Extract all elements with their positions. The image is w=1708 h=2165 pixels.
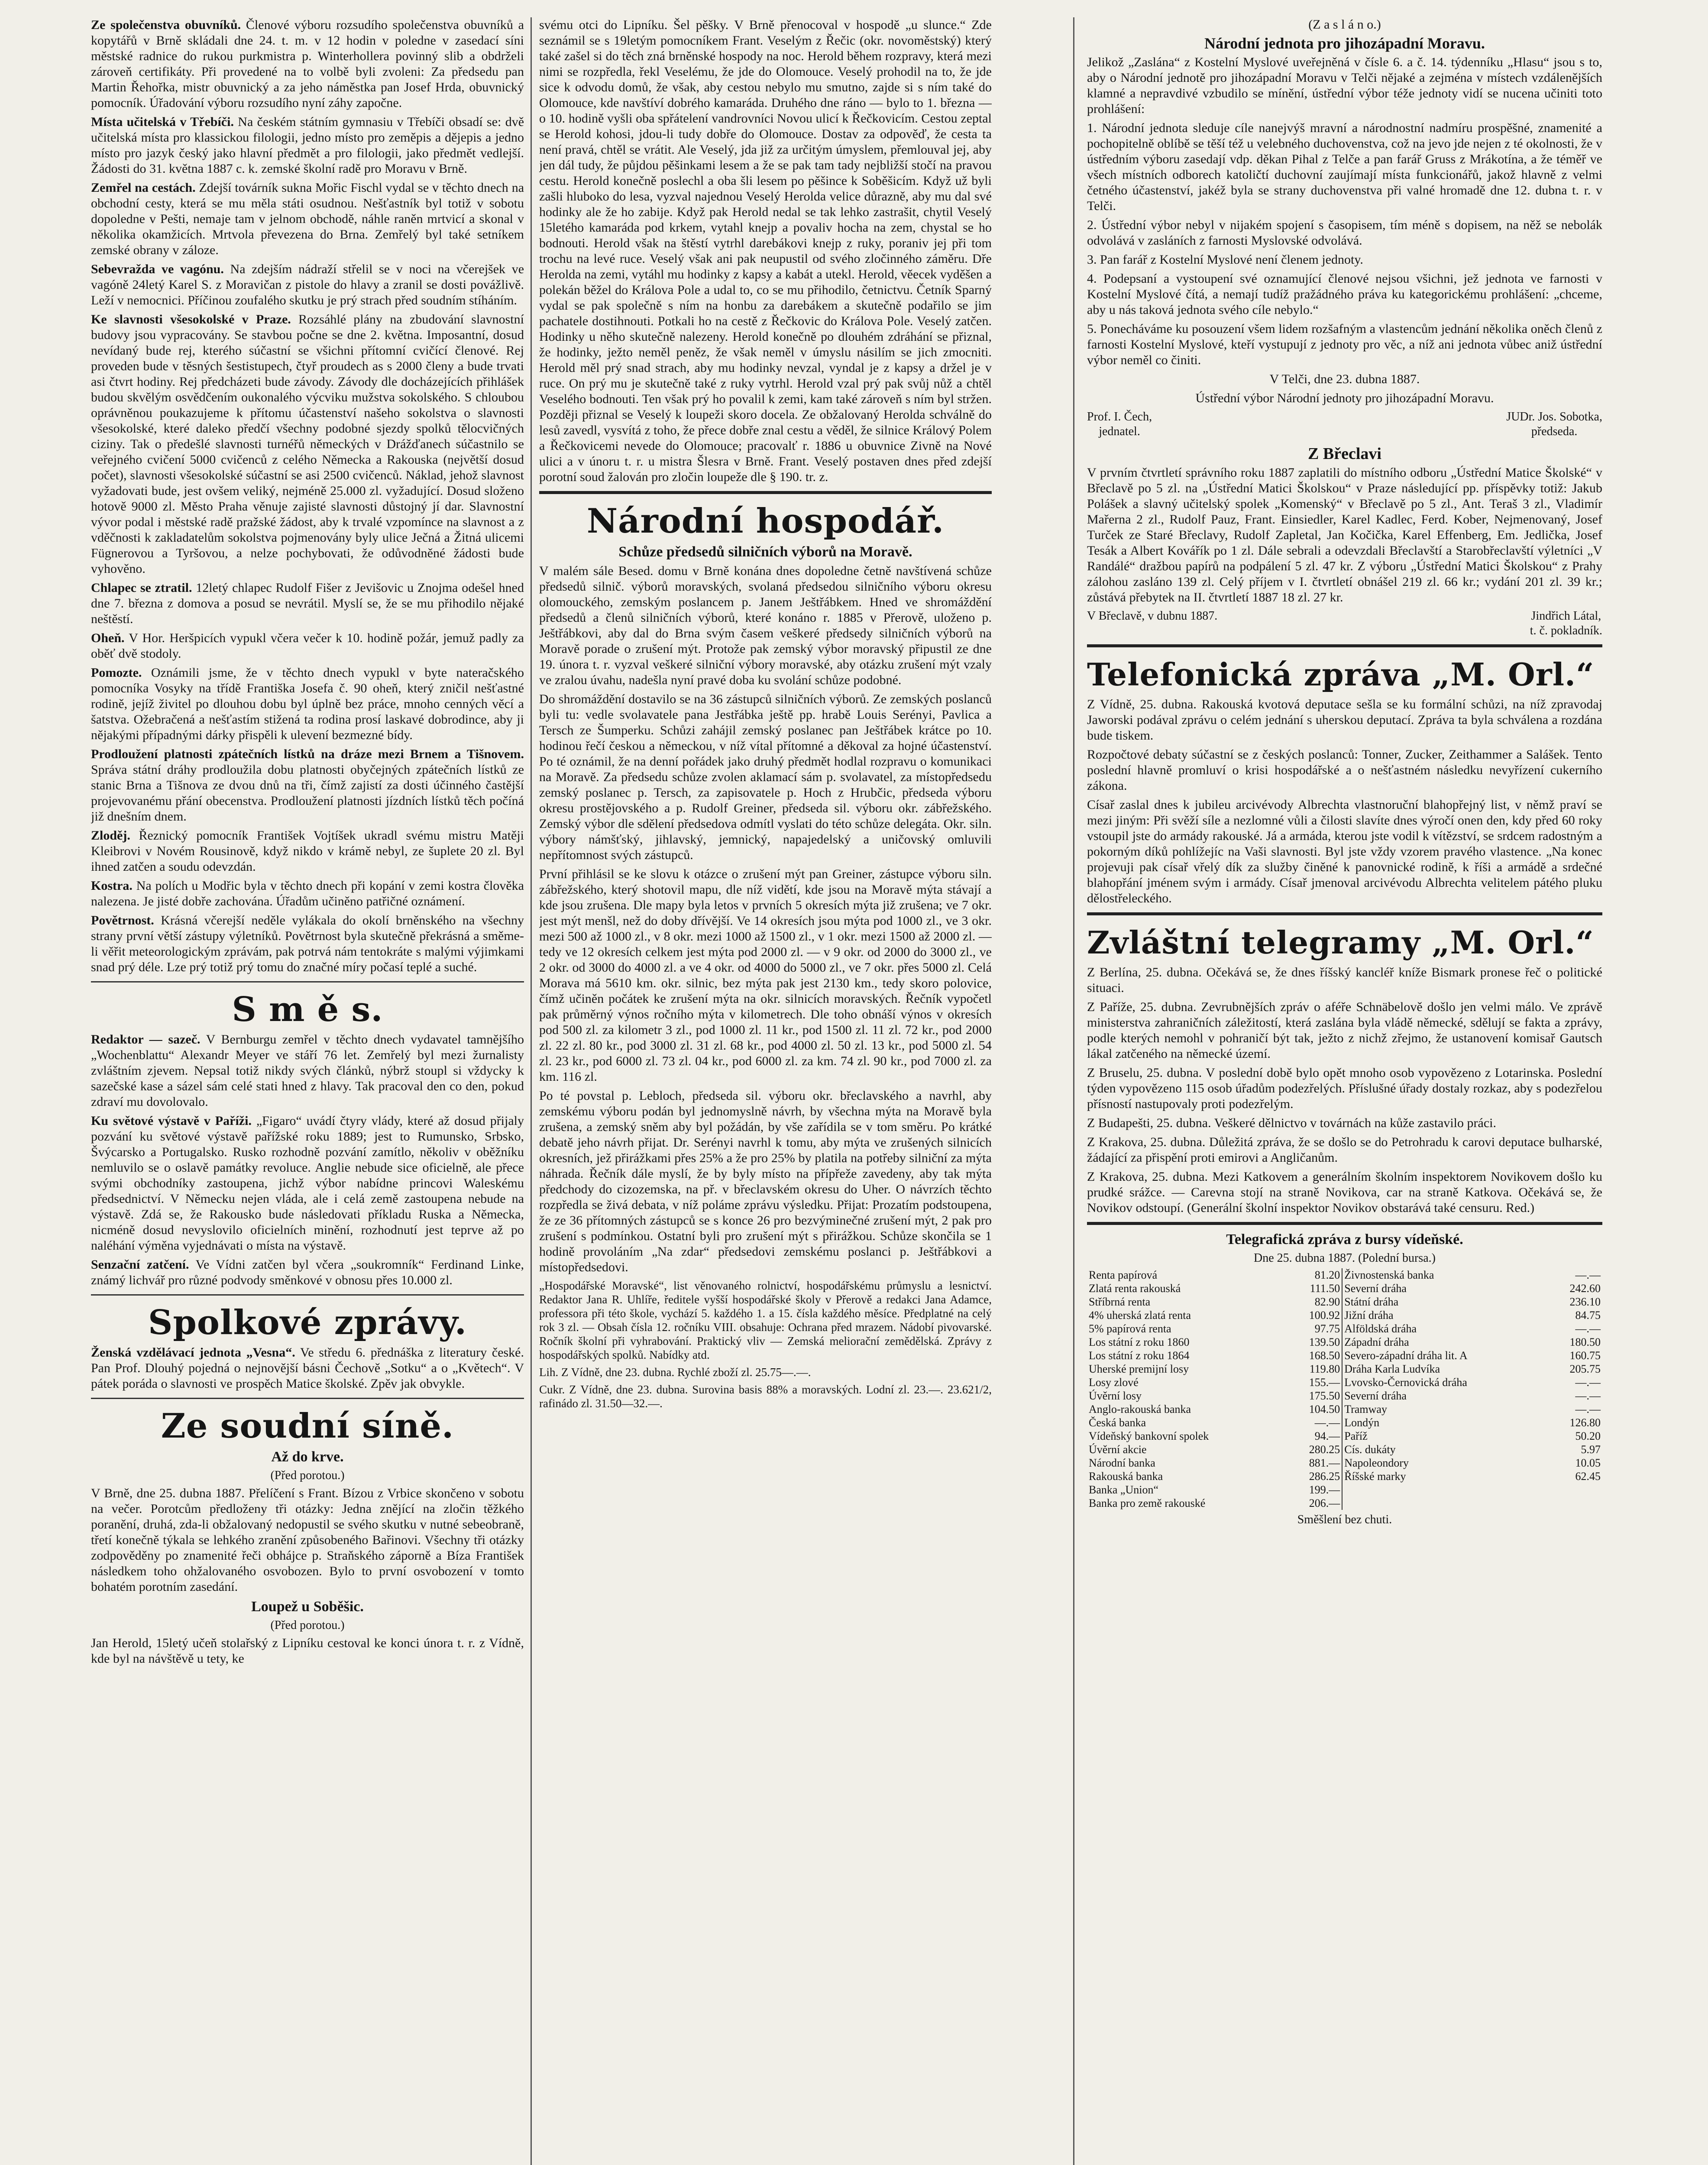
- jednota-signature: Ústřední výbor Národní jednoty pro jihozápadní Moravu.: [1195, 391, 1494, 405]
- divider: [91, 981, 524, 982]
- bursa-name: Banka pro země rakouské: [1089, 1497, 1206, 1509]
- article-text: Ve Vídni zatčen byl včera „soukromník“ Ferdinand Linke, známý lichvář pro různé podvody směnkové v obnosu přes 10.000 zl.: [91, 1257, 524, 1287]
- article-text: Krásná včerejší neděle vylákala do okolí brněnského na všechny strany první větší zástupy výletníků. Povětrnost byla skutečně překrásná a směme-li věřit meteorologickým zprávám, pak potrvá nám tentokráte s malými výjimkami snad prý déle. Lze prý totiž prý tomu do značné míry počasí teplé a suché.: [91, 913, 524, 974]
- subheading-note: (Před porotou.): [270, 1469, 345, 1482]
- bursa-value: —.—: [1575, 1269, 1601, 1281]
- article-prodlouzeni: [91, 746, 524, 824]
- article-title: Místa učitelská v Třebíči.: [91, 115, 234, 129]
- article-loupez-continued: svému otci do Lipníku. Šel pěšky. V Brně přenocoval v hospodě „u slunce.“ Zde seznámil se s 19letým pomocníkem Frant. Veselým z Řečic (okr. novoměstský) který také zašel si do těch zná brněnské hospody na noc. Herold během rozpravy, která mezi nimi se rozpředla, řekl Veselému, že jde do Olomouce. Veselý prohodil na to, že jde sice k odvodu domů, že však, aby cestou nebylo mu smutno, zajde si s ním také do Olomouce, kde navštíví dobrého kamaráda. Druhého dne ráno — bylo to 1. března — o 10. hodině vyšli oba spřátelení vandrovníci Novou ulicí k Řečkovicím. Cestou zeptal se Herold kohosi, jdou-li tudy dobře do Olomouce. Dostav za odpověď, že cesta ta není pravá, chtěl se vrátit. Ale Veselý, jda již za určitým úmyslem, přemlouval jej, aby jen dál tudy, že půjdou pěšinkami lesem a že se pak tam tady nejbližší stočí na pravou cestu. Herold konečně poslechl a oba šli lesem po pěšince k Soběšicím. Když už byli zašli hluboko do lesa, vyzval najednou Veselý Herolda velice důrazně, aby mu dal své hodinky ale že ho zabije. Když pak Herold nedal se tak lehko zastrašit, chytil Veselý 15letého kamaráda pod krkem, vytahl knejp a povaliv hocha na zem, chystal se ho bodnouti. Herold však na štěstí vytrhl darebákovi knejp z ruky, poraniv jej při tom trochu na levé ruce. Veselý však ani pak neupustil od svého zločinného záměru. Dře Herolda na zemi, vytáhl mu hodinky z kapsy a kabát a utekl. Herold, věecek vyděšen a polekán běžel do Králova Pole a udal to, co se mu přihodilo, četnictvu. Četník Sparný vydal se pak společně s ním na honbu za darebákem a skutečně podařilo se jim pachatele dostihnouti. Potkali ho na cestě z Řečkovic do Králova Pole. Veselý zatčen. Hodinky u něho skutečně nalezeny. Herold konečně po dlouhém zdráhání se přiznal, že hodinky, ježto neměl peněz, že však neměl v úmyslu násilím se jich zmocniti. Herold měl prý snad strach, aby mu hodinky nevzal, vyndal je z kapsy a držel je v ruce. On prý mu je skutečně také z ruky vytrhl. Herold vzal prý pak svůj nůž a chtěl Veselého bodnouti. Ten však prý ho povalil k zemi, kam také zároveň s ním byl stržen. Později přiznal se Veselý k loupeži skoro docela. Ze obžalovaný Herolda schválně do lesů zavedl, vysvítá z toho, že přece dobře znal cestu a věděl, že silnice Králový Polem a Řečkovicemi nevede do Olomouce; pracovalť r. 1886 u obuvnice Zivně na Nové ulici a v únoru t. r. u mistra Šlesra v Brně. Frant. Veselý postaven dnes před zdejší porotní soud žalován pro zločin loupeže dle § 190. tr. z.: [539, 18, 992, 484]
- section-heading-breclav: Z Břeclavi: [1308, 445, 1381, 463]
- divider: [1087, 912, 1602, 915]
- article-cestach: [91, 180, 524, 258]
- bursa-name: Státní dráha: [1344, 1296, 1399, 1308]
- bursa-name: Stříbrná renta: [1089, 1296, 1151, 1308]
- market-line: Cukr. Z Vídně, dne 23. dubna. Surovina basis 88% a moravských. Lodní zl. 23.—. 23.621/2, rafinádo zl. 31.50—32.—.: [539, 1383, 992, 1410]
- bursa-table: [1087, 1268, 1602, 1510]
- bursa-row: [1087, 1389, 1602, 1402]
- bursa-name: Los státní z roku 1864: [1089, 1349, 1190, 1362]
- bursa-name: Los státní z roku 1860: [1089, 1336, 1190, 1348]
- subheading-note: (Před porotou.): [270, 1619, 345, 1632]
- divider: [91, 1398, 524, 1399]
- article-title: Zloděj.: [91, 828, 130, 843]
- article-chlapec: [91, 580, 524, 627]
- subheading-schuze: Schůze předsedů silničních výborů na Moravě.: [618, 544, 912, 560]
- bursa-value: 180.50: [1569, 1336, 1601, 1348]
- bursa-name: Losy zlové: [1089, 1376, 1139, 1389]
- article-jednota-text: Jelikož „Zaslána“ z Kostelní Myslové uveřejněná v čísle 6. a č. 14. týdenníku „Hlasu“ jsou s to, aby o Národní jednotě pro jihozápadní Moravu v Telči nějaké a zejména v místech vzdálenějších klamné a nepravdivé vzbudilo se mínění, ústřední výbor téže jednoty vidí se nucena učiniti toto prohlášení:: [1087, 55, 1602, 116]
- article-text: 12letý chlapec Rudolf Fišer z Jevišovic u Znojma odešel hned dne 7. března z domova a posud se nevrátil. Myslí se, že se mu přihodilo nějaké neštěstí.: [91, 581, 524, 626]
- article-povetrnost: [91, 913, 524, 975]
- bursa-value: 100.92: [1286, 1309, 1342, 1322]
- bursa-row: [1087, 1443, 1602, 1456]
- article-title: Povětrnost.: [91, 913, 154, 927]
- bursa-name: Napoleondory: [1344, 1457, 1409, 1469]
- section-heading-bursa: Telegrafická zpráva z bursy vídeňské.: [1226, 1231, 1463, 1247]
- bursa-row: [1087, 1295, 1602, 1309]
- bursa-value: —.—: [1575, 1322, 1601, 1335]
- breclav-date: V Břeclavě, v dubnu 1887.: [1087, 609, 1218, 623]
- bursa-name: Anglo-rakouská banka: [1089, 1403, 1191, 1415]
- article-telef-text: Císař zaslal dnes k jubileu arcivévody Albrechta vlastnoruční blahopřejný list, v němž praví se mezi jiným: Při svěží síle a nezlomné vůli a čilosti slavíte dnes výročí onen den, kdy před 60 roky vstoupil jste do armády rakouské. Já a armáda, kterou jste vodil k vítězství, se srdcem radostným a pokorným díků pohlížejíc na Vaši slavnosti. Byl jste vždy vzorem pravého vlastence. „Na konec projevuji pak císař vřelý dík za služby činěné k panovnické rodině, k říši a armádě a srdečné blahopřání jménem svým i armády. Císař jmenoval arcivévodu Albrechta velitelem pátého pluku dělostřeleckého.: [1087, 798, 1602, 905]
- bursa-value: 206.—: [1286, 1496, 1342, 1510]
- bursa-value: 82.90: [1286, 1295, 1342, 1309]
- article-title: Ku světové výstavě v Paříži.: [91, 1114, 252, 1128]
- bursa-row: [1087, 1496, 1602, 1510]
- subheading-krve: Až do krve.: [271, 1449, 344, 1465]
- column-1: [91, 17, 524, 2165]
- article-ohen: [91, 630, 524, 662]
- bursa-value: 205.75: [1569, 1363, 1601, 1375]
- bursa-value: 236.10: [1569, 1296, 1601, 1308]
- article-senzacni: [91, 1257, 524, 1288]
- article-telegram: Z Budapešti, 25. dubna. Veškeré dělnictvo v továrnách na kůže zastavilo práci.: [1087, 1116, 1496, 1130]
- bursa-name: Úvěrní losy: [1089, 1389, 1142, 1402]
- article-breclav-text: V prvním čtvrtletí správního roku 1887 zaplatili do místního odboru „Ústřední Matice Školské“ v Břeclavě po 5 zl. na „Ústřední Matici Školskou“ v Praze následující pp. příspěvky totiž: Jakub Polášek a slavný učitelský spolek „Komenský“ v Břeclavě po 5 zl., Ant. Teraš 3 zl., Vladimír Mařerna 2 zl., Rudolf Pauz, Frant. Einsiedler, Karel Kadlec, Ferd. Kober, Nejmenovaný, Josef Turček ze Staré Břeclavy, Rudolf Zapletal, Jan Kočička, Karel Effenberg, Em. Jedlička, Josef Tesák a Albert Kovářík po 1 zl. Dále sebrali a odevzdali Břeclavští a Starobřeclavští výletníci „V Randálé“ dražbou papírů na podpálení 5 zl. 47 kr. Z výboru „Ústřední Matici Školskou“ z Prahy zálohou zasláno 139 zl. Celý příjem v I. čtvrtletí obnášel 219 zl. 66 kr.; vydání 201 zl. 39 kr.; zůstává přebytek na II. čtvrtletí 1887 18 zl. 27 kr.: [1087, 465, 1602, 604]
- article-title: Kostra.: [91, 879, 133, 893]
- section-heading-soudni: Ze soudní síně.: [161, 1406, 454, 1446]
- jednota-date: V Telči, dne 23. dubna 1887.: [1269, 372, 1420, 386]
- bursa-name: Živnostenská banka: [1344, 1269, 1434, 1281]
- bursa-row: [1087, 1402, 1602, 1416]
- market-line: Lih. Z Vídně, dne 23. dubna. Rychlé zboží zl. 25.75—.—.: [539, 1366, 811, 1379]
- article-jednota-point: 5. Ponecháváme ku posouzení všem lidem rozšafným a vlastencům jednání několika oněch členů z farnosti Kostelní Myslové, kteří vystupují z jednoty pro věc, a níž ani jednota vůbec aniž ústřední výbor neměl co činiti.: [1087, 322, 1602, 367]
- bursa-value: 10.05: [1575, 1457, 1601, 1469]
- bursa-row: [1087, 1268, 1602, 1282]
- article-text: Ve středu 6. přednáška z literatury české. Pan Prof. Dlouhý pojedná o nejnovější básni Čechově „Sotku“ a o „Květech“. V pátek poráda o slavnosti ve prospěch Matice školské. Zpěv jak obvykle.: [91, 1345, 524, 1391]
- bursa-row: [1087, 1416, 1602, 1429]
- bursa-row: [1087, 1282, 1602, 1295]
- article-kostra: [91, 878, 524, 909]
- article-text: Na českém státním gymnasiu v Třebíči obsadí se: dvě učitelská místa pro klassickou filologii, jedno místo pro zeměpis a dějepis a jedno místo pro jazyk český jako hlavní předmět a pro filologii, jako předmět vedlejší. Žádosti do 31. května 1887 c. k. zemské školní radě pro Moravu v Brně.: [91, 115, 524, 176]
- article-pomozte: [91, 665, 524, 743]
- signature-name: Jindřich Látal,: [1531, 609, 1601, 623]
- article-title: Ženská vzdělávací jednota „Vesna“.: [91, 1345, 295, 1360]
- article-text: Správa státní dráhy prodloužila dobu platnosti obyčejných zpátečních lístků ze stanic Brna a Tišnova ze dvou dnů na tři, čímž zajistí za dosti účinného častější projevovanému přání obecenstva. Prodloužení platnosti jízdních lístků těch počíná již dnešním dnem.: [91, 763, 524, 824]
- bursa-row: [1087, 1483, 1602, 1496]
- article-title: Zemřel na cestách.: [91, 181, 196, 195]
- bursa-name: Londýn: [1344, 1416, 1380, 1429]
- article-title: Prodloužení platnosti zpátečních lístků na dráze mezi Brnem a Tišnovem.: [91, 747, 524, 761]
- bursa-row: [1087, 1456, 1602, 1470]
- bursa-name: Lvovsko-Černovická dráha: [1344, 1376, 1467, 1389]
- article-text: „Figaro“ uvádí čtyry vlády, které až dosud přijaly pozvání ku světové výstavě pařížské roku 1889; jest to Rumunsko, Srbsko, Švýcarsko a Portugalsko. Rusko rozhodně pozvání zamítlo, několiv v oběžníku nemluvilo se o oslavě památky revoluce. Anglie nebude sice oficielně, ale přece svými obchodníky zastoupena, jichž výbor nabídne princovi Waleskému předsednictví. V Německu nejen vláda, ale i celá země zastoupena nebude na výstavě. Zdá se, že Rakousko bude následovati příkladu Ruska a Německa, nicméně dosud nevyslovilo oficielních minění, rozhodnutí jest teprve až po naléhání výměna vyjednávati o místa na výstavě.: [91, 1114, 524, 1253]
- article-text: Na zdejším nádraží střelil se v noci na včerejšek ve vagóně 24letý Karel S. z Moravičan z pistole do hlavy a zranil se dosti povážlivě. Leží v nemocnici. Příčinou zoufalého skutku je prý strach před soudním stíháním.: [91, 262, 524, 307]
- divider: [539, 491, 992, 494]
- bursa-value: 50.20: [1575, 1430, 1601, 1442]
- article-title: Ze společenstva obuvníků.: [91, 18, 241, 32]
- signature-right: [1506, 410, 1602, 439]
- subheading-loupez: Loupež u Soběšic.: [251, 1599, 364, 1615]
- bursa-name: Severo-západní dráha lit. A: [1344, 1349, 1468, 1362]
- breclav-sign-block: [1087, 609, 1602, 638]
- article-title: Sebevražda ve vagónu.: [91, 262, 224, 276]
- column-rule: [531, 17, 532, 2165]
- bursa-value: 881.—: [1286, 1456, 1342, 1470]
- article-title: Oheň.: [91, 631, 125, 645]
- section-heading-smes: S m ě s.: [232, 990, 383, 1029]
- article-telegram: Z Krakova, 25. dubna. Důležitá zpráva, že se došlo se do Petrohradu k carovi deputace bulharské, žádající za přispění proti emirovi a Angličanům.: [1087, 1135, 1602, 1165]
- article-loupez-text: Jan Herold, 15letý učeň stolařský z Lipníku cestoval ke konci února t. r. z Vídně, kde byl na návštěvě u tety, ke: [91, 1636, 524, 1666]
- column-rule: [1073, 17, 1074, 2165]
- bursa-value: 155.—: [1286, 1376, 1342, 1389]
- section-heading-zvlastni: Zvláštní telegramy „M. Orl.“: [1087, 924, 1594, 961]
- bursa-name: Renta papírová: [1089, 1269, 1158, 1281]
- zaslano-label: (Z a s l á n o.): [1308, 17, 1381, 32]
- bursa-value: 175.50: [1286, 1389, 1342, 1402]
- article-telegram: Z Paříže, 25. dubna. Zevrubnějších zpráv o aféře Schnäbelově došlo jen velmi málo. Ve zprávě ministerstva zahraničních záležitostí, která zaslána byla vládě německé, sdělují se fakta a zprávy, podle kterých nemohl v pohraničí být tak, ježto z nichž zřejmo, že ustanovení komisař Gautsch lákal zatčeného na německé území.: [1087, 1000, 1602, 1061]
- signature-block: [1087, 410, 1602, 439]
- signature-role: t. č. pokladník.: [1530, 624, 1602, 637]
- bursa-value: —.—: [1575, 1389, 1601, 1402]
- divider: [1087, 1222, 1602, 1225]
- article-title: Chlapec se ztratil.: [91, 581, 192, 595]
- signature-name: JUDr. Jos. Sobotka,: [1506, 410, 1602, 423]
- article-jednota-point: 2. Ústřední výbor nebyl v nijakém spojení s časopisem, tím méně s dopisem, na něž se nebolák odvolává v zasláních z farnosti Myslovské odvolává.: [1087, 218, 1602, 248]
- article-zlodej: [91, 828, 524, 875]
- bursa-value: 104.50: [1286, 1402, 1342, 1416]
- article-hosp-text: Do shromáždění dostavilo se na 36 zástupců silničních výborů. Ze zemských poslanců byli tu: vedle svolavatele pana Jestřábka ještě pp. hrabě Louis Serényi, Pavlica a Tersch ze Šumperku. Schůzi zahájil zemský poslanec pan Ještřábek krátce po 10. hodinou řečí českou a německou, v níž vítal přítomné a děkoval za hojné účastenství. Po té oznámil, že na denní pořádek jako druhý předmět hodlal rozpravu o komunikaci na Moravě. Za předsedu schůze zvolen aklamací sám p. svolavatel, za místopředsedu zemský poslanec p. Tersch, za zapisovatele p. Hoch z Hrubčic, předseda výboru okresu prostějovského a p. Rudolf Greiner, předseda sil. výboru okr. zábřežského. Zemský výbor dle sdělení předsedova odmítl vyslati do této schůze delegáta. Okr. siln. výbory námšťský, jihlavský, jemnický, napajedelský a uničovský omluvili nepřítomnost svých zástupců.: [539, 692, 992, 862]
- bursa-value: —.—: [1575, 1376, 1601, 1389]
- article-text: V Hor. Heršpicích vypukl včera večer k 10. hodině požár, jemuž padly za oběť dvě stodoly.: [91, 631, 524, 661]
- bursa-value: —.—: [1575, 1403, 1601, 1415]
- article-text: Na polích u Modřic byla v těchto dnech při kopání v zemi kostra člověka nalezena. Je jisté dobře zachována. Úřadům učiněno patřičné oznámení.: [91, 879, 524, 908]
- article-jednota-point: 4. Podepsaní a vystoupení své oznamující členové nejsou všichni, jež jednota ve farnosti v Kostelní Myslové čítá, a nemají tudíž pražádného práva ku kategorickému prohlášení: „chceme, aby u nás taková jednota svého cíle nebylo.“: [1087, 271, 1602, 317]
- article-title: Redaktor — sazeč.: [91, 1032, 201, 1047]
- bursa-value: 119.80: [1286, 1362, 1342, 1376]
- divider: [1087, 644, 1602, 647]
- article-text: Řeznický pomocník František Vojtíšek ukradl svému mistru Matěji Kleibrovi v Novém Rousinově, když nikdo v krámě nebyl, ze šuplete 20 zl. Byl ihned zatčen a soudu odevzdán.: [91, 828, 524, 874]
- bursa-footer: Směšlení bez chuti.: [1297, 1513, 1392, 1526]
- signature-left: [1087, 410, 1152, 439]
- bursa-name: Banka „Union“: [1089, 1483, 1159, 1496]
- bursa-value: 5.97: [1581, 1443, 1601, 1456]
- bursa-name: 4% uherská zlatá renta: [1089, 1309, 1191, 1322]
- article-telef-text: Z Vídně, 25. dubna. Rakouská kvotová deputace sešla se ku formální schůzi, na níž zpravodaj Jaworski podával zprávu o celém jednání s uherskou deputací. Zpráva ta byla schválena a rozdána bude tiskem.: [1087, 697, 1602, 743]
- article-text: V Bernburgu zemřel v těchto dnech vydavatel tamnějšího „Wochenblattu“ Alexandr Meyer ve stáří 76 let. Zemřelý byl mezi žurnalisty zvláštním zjevem. Nepsal totiž nikdy svých článků, nýbrž stoupl si vždycky k sazečské kase a sázel sám celé stati hned z hlavy. Tak pracoval den co den, pokud zdraví mu dovolovalo.: [91, 1032, 524, 1109]
- bursa-name: Rakouská banka: [1089, 1470, 1163, 1483]
- divider: [91, 1294, 524, 1296]
- article-vesna: [91, 1345, 524, 1392]
- bursa-name: Jižní dráha: [1344, 1309, 1394, 1322]
- bursa-value: 81.20: [1286, 1268, 1342, 1282]
- bursa-name: Paříž: [1344, 1430, 1368, 1442]
- article-telef-text: Rozpočtové debaty súčastní se z českých poslanců: Tonner, Zucker, Zeithammer a Salášek. Tento poslední hlavně promluví o krisi hospodářské a o nešťastném následku nevyřízení cukerního zákona.: [1087, 747, 1602, 793]
- bursa-name: Zlatá renta rakouská: [1089, 1282, 1181, 1295]
- article-krve-text: V Brně, dne 25. dubna 1887. Přelíčení s Frant. Bízou z Vrbice skončeno v sobotu na večer. Porotcům předloženy tři otázky: Jedna znějící na zločin těžkého poranění, druhá, zda-li obžalovaný nedopustil se svého skutku v nutné sebeobraně, třetí konečně týkala se lehkého zranění způsobeného Bařinovi. Všechny tři otázky zodpověděny po znamenité řeči obhájce p. Straňského záporně a Bíza František následkem toho ohžalovaného osvobozen. Bylo to první osvobození v tomto bohatém porotním zasedání.: [91, 1486, 524, 1594]
- signature-name: Prof. I. Čech,: [1087, 410, 1152, 423]
- bursa-value: 242.60: [1569, 1282, 1601, 1295]
- bursa-name: Říšské marky: [1344, 1470, 1406, 1483]
- article-hosp-text: V malém sále Besed. domu v Brně konána dnes dopoledne četně navštívená schůze předsedů silnič. výborů moravských, svolaná předsedou silničního výboru okresu olomouckého, zemským poslancem p. Janem Ještřábkem. Hned ve shromáždění předsedů a členů silničních výborů, které konáno r. 1885 v Přerově, uloženo p. Ještřábkovi, aby dal do Brna svým časem veškeré předsedy silničních výborů na Moravě porade o zrušení mýt. Protože pak zemský výbor moravský připustil ze dne 19. února t. r. vyzval veškeré silniční výbory moravské, aby otázku zrušení mýt vzaly ve zralou úvahu, nadešla nyní pravé doba ku svolání schůze podobné.: [539, 564, 992, 687]
- signature-role: předseda.: [1531, 425, 1578, 438]
- article-sebevrazda: [91, 262, 524, 308]
- bursa-value: 280.25: [1286, 1443, 1342, 1456]
- bursa-value: [1547, 1483, 1602, 1496]
- bursa-value: 62.45: [1575, 1470, 1601, 1483]
- bursa-value: 84.75: [1575, 1309, 1601, 1322]
- article-hosp-text: „Hospodářské Moravské“, list věnovaného rolnictví, hospodářskému průmyslu a lesnictví. Redaktor Jana R. Uhlíře, ředitele vyšší hospodářské školy v Přerově a redakci Jana Adamce, professora při této škole, vychází 5. každého 1. a 15. čísla každého měsíce. Předplatné na celý rok 3 zl. — Obsah čísla 12. ročníku VIII. obsahuje: Ochrana před mrazem. Nádobí pivovarské. Ročník školní při vyhrabování. Praktický vliv — Zemská meliorační zemědělská. Zprávy z hospodářských spolků. Nabídky atd.: [539, 1279, 992, 1361]
- column-2: [539, 17, 992, 2165]
- bursa-name: Severní dráha: [1344, 1389, 1407, 1402]
- bursa-value: 97.75: [1286, 1322, 1342, 1335]
- article-title: Ke slavnosti všesokolské v Praze.: [91, 312, 291, 326]
- article-jednota-point: 1. Národní jednota sleduje cíle nanejvýš mravní a národnostní nadmíru prospěšné, znamenité a pochopitelně oblíbě se těší též u velebného duchovenstva, což na jevo jde nejen z té okolnosti, že v ústředním výboru zasedají vdp. děkan Pihal z Telče a pan farář Gruss z Mrákotína, a že téměř ve všech místních odborech katoličtí duchovní zaujímají místa funkcionářů, jakož hlavně z velmi četného účastenství, jakéž byla se strany duchovenstva při valné hromadě dne 12. dubna t. r. v Telči.: [1087, 121, 1602, 213]
- bursa-row: [1087, 1335, 1602, 1349]
- bursa-name: Severní dráha: [1344, 1282, 1407, 1295]
- bursa-name: [1342, 1496, 1547, 1510]
- article-title: Pomozte.: [91, 666, 142, 680]
- bursa-value: [1547, 1496, 1602, 1510]
- bursa-row: [1087, 1376, 1602, 1389]
- bursa-name: 5% papírová renta: [1089, 1322, 1171, 1335]
- article-text: Oznámili jsme, že v těchto dnech vypukl v byte nateračského pomocníka Vosyky na třídě Františka Josefa č. 90 oheň, který zničil nešťastné rodině, jejíž živitel po dlouhou dobu byl úplně bez práce, mnoho cenných věcí a šatstva. Ožebračená a nešťastím stižená ta rodina prosí laskavé dobrodince, aby ji nějakými případnými dárky přispěli k ulevení bezmezné bídy.: [91, 666, 524, 742]
- bursa-row: [1087, 1349, 1602, 1362]
- bursa-name: Úvěrní akcie: [1089, 1443, 1147, 1456]
- section-heading-telefonicka: Telefonická zpráva „M. Orl.“: [1087, 656, 1595, 693]
- bursa-value: 111.50: [1286, 1282, 1342, 1295]
- column-3: [1087, 17, 1602, 2165]
- bursa-value: 139.50: [1286, 1335, 1342, 1349]
- article-text: Rozsáhlé plány na zbudování slavnostní budovy jsou vypracovány. Se stavbou počne se dne 2. května. Imposantní, dosud nevídaný bude rej, kterého súčastní se všichni přítomní cvičící členové. Rej proveden bude v těsných šestistupech, čtyř proudech as s 2000 členy a bude trvati asi čtvrt hodiny. Rej předcházeti bude závody. Závody dle docházejících přihlášek budou skvělým osvědčením oukonalého výcviku mužstva sokolského. S chloubou oprávněnou poukazujeme k přítomu účastenství našeho sokolstva o slavnosti všesokolské, které daleko předčí všechny podobné sjezdy spolků tělocvičných ciziny. Tak o předešlé slavnosti turnéřů německých v Drážďanech súčastnilo se veřejného cvičení 5000 cvičenců z celého Německa a Rakouska (největší dosud počet), slavnosti všesokolské súčastní se asi 2500 cvičenců. Náklad, jehož slavnost vyžadovati bude, jest ovšem veliký, nejméně 25.000 zl. vyžadující. Dosud složeno hotově 9000 zl. Město Praha věnuje zajisté slavnosti důstojný jí dar. Slavnostní vývor podal i městské radě pražské žádost, aby k trvalé vzpomínce na slavnost a z vděčnosti k zakladatelům sokolstva pojmenovány byly ulice Ječná a Žitná ulicemi Fügnerovou a Tyršovou, a nelze pochybovati, že odůvodněné žádosti bude vyhověno.: [91, 312, 524, 576]
- article-title: Senzační zatčení.: [91, 1257, 189, 1272]
- article-trebic: [91, 114, 524, 177]
- bursa-row: [1087, 1309, 1602, 1322]
- bursa-date: Dne 25. dubna 1887. (Polední bursa.): [1254, 1251, 1436, 1265]
- bursa-value: —.—: [1286, 1416, 1342, 1429]
- bursa-name: Západní dráha: [1344, 1336, 1409, 1348]
- bursa-name: Uherské premijní losy: [1089, 1363, 1189, 1375]
- article-jednota-point: 3. Pan farář z Kostelní Myslové není členem jednoty.: [1087, 252, 1363, 267]
- article-redaktor: [91, 1032, 524, 1110]
- bursa-name: [1342, 1483, 1547, 1496]
- article-text: Členové výboru rozsudího společenstva obuvníků a kopytářů v Brně skládali dne 24. t. m. v 12 hodin v poledne v zasedací síni městské radnice do rukou purkmistra p. Winterhollera povinný slib a obdrželi zároveň certifikáty. Při provedené na to volbě byli zvoleni: Za předsedu pan Martin Řehořka, mistr obuvnický a za jeho náměstka pan Josef Hrda, obuvnický pomocník. Úřadování výboru rozsudího nyní záhy započne.: [91, 18, 524, 110]
- article-telegram: Z Bruselu, 25. dubna. V poslední době bylo opět mnoho osob vypovězeno z Lotarinska. Poslední týden vypovězeno 115 osob úřadům podezřelých. Příslušné úřady dostaly rozkaz, aby s podezřelou přísností nastupovaly proti podezřelým.: [1087, 1066, 1602, 1111]
- breclav-signature: [1530, 609, 1602, 638]
- article-telegram: Z Berlína, 25. dubna. Očekává se, že dnes říšský kancléř kníže Bismark pronese řeč o politické situaci.: [1087, 965, 1602, 995]
- article-hosp-text: První přihlásil se ke slovu k otázce o zrušení mýt pan Greiner, zástupce výboru siln. zábřežského, který shotovil mapu, dle níž vidětí, kde jsou na Moravě mýta stávají a kde jsou zrušena. Dle mapy byla letos v prvních 5 okresích mýta již zrušena; ve 7 okr. jest mýt menšl, než do doby dřívější. Ve 14 okresích jsou mýta pod 1000 zl., ve 3 okr. mezi 500 až 1000 zl., v 8 okr. mezi 1000 až 1500 zl., v 1 okr. mezi 1500 až 2000 zl. — tedy ve 12 okresích celkem jest mýta pod 2000 zl. — v 9 okr. od 2000 do 3000 zl., ve 2 okr. od 3000 do 4000 zl. a ve 4 okr. od 4000 do 5000 zl., ve 7 okr. přes 5000 zl. Celá Morava má 5610 km. okr. silnic, bez mýta pak jest 2130 km., tedy skoro polovice, čímž učiněn počátek ke zrušení mýta na okr. silnicích moravských. Řečník vypočetl pak průměrný výnos ročního mýta v kilometrech. Dle toho obnáší výnos v okresích pod 500 zl. za kilometr 3 zl., pod 1000 zl. 11 kr., pod 1500 zl. 11 zl. 72 kr., pod 2000 zl. 22 zl. 80 kr., pod 3000 zl. 31 zl. 68 kr., pod 4000 zl. 50 zl. 13 kr., pod 5000 zl. 54 zl. 23 kr., pod 6000 zl. 73 zl. 04 kr., pod 6000 zl. za km. 74 zl. 90 kr., pod 7000 zl. za km. 116 zl.: [539, 867, 992, 1084]
- article-obuvniku: [91, 17, 524, 111]
- bursa-value: 160.75: [1569, 1349, 1601, 1362]
- section-heading-spolkove: Spolkové zprávy.: [148, 1303, 467, 1342]
- article-hosp-text: Po té povstal p. Lebloch, předseda sil. výboru okr. břeclavského a navrhl, aby zemskému výboru podán byl jednomyslně návrh, by všechna mýta na Moravě byla zrušena, a zemský sněm aby byl požádán, by vše zařídila se v tom směru. Po krátké debatě jeho návrh přijat. Dr. Serényi navrhl k tomu, aby mýta ve zrušených silnicích okresních, jež přirážkami přes 25% a že pro 25% by platila na potřeby silniční za mýta náhrada. Řečník dále myslí, že by byly místo na přípřeže zavedeny, aby tak mýta předchody do cizozemska, na př. v břeclavském okresu do Uher. O návrzích těchto rozpředla se živá debata, v níž poláme zprávu výsledku. Přijat: Prozatím podstoupena, že ze 36 přítomných zástupců se s konce 26 pro bezvýminečné zrušení mýt, 2 pak pro zrušení s podmínkou. Ostatní byli pro zrušení mýt s přirážkou. Schůze skončila se 1 hodině provoláním „Na zdar“ předsedovi zemskému poslanci p. Ještřábkovi a místopředsedovi.: [539, 1089, 992, 1274]
- bursa-value: 199.—: [1286, 1483, 1342, 1496]
- article-slavnost: [91, 312, 524, 577]
- bursa-row: [1087, 1470, 1602, 1483]
- bursa-value: 94.—: [1286, 1429, 1342, 1443]
- bursa-row: [1087, 1322, 1602, 1335]
- bursa-name: Cís. dukáty: [1344, 1443, 1396, 1456]
- section-heading-hospodar: Národní hospodář.: [586, 501, 945, 541]
- signature-role: jednatel.: [1099, 425, 1140, 438]
- article-vystava: [91, 1113, 524, 1254]
- bursa-name: Národní banka: [1089, 1457, 1155, 1469]
- article-telegram: Z Krakova, 25. dubna. Mezi Katkovem a generálním školním inspektorem Novikovem došlo ku prudké srážce. — Carevna stojí na straně Novikova, car na straně Katkova. Očekává se, že Novikov odstoupí. (Generální školní inspektor Novikov obstarává také censuru. Red.): [1087, 1170, 1602, 1215]
- bursa-name: Tramway: [1344, 1403, 1387, 1415]
- bursa-value: 286.25: [1286, 1470, 1342, 1483]
- bursa-name: Alföldská dráha: [1344, 1322, 1417, 1335]
- bursa-row: [1087, 1429, 1602, 1443]
- bursa-name: Vídeňský bankovní spolek: [1089, 1430, 1209, 1442]
- article-text: Zdejší továrník sukna Mořic Fischl vydal se v těchto dnech na obchodní cesty, která se mu měla státi osudnou. Nešťastník byl totiž v sobotu dopoledne v Pešti, nemaje tam v jelnom obchodě, náhle raněn mrtvicí a skonal v několika okamžicích. Mrtvola převezena do Brna. Zemřelý byl také setníkem zemské obrany v záloze.: [91, 181, 524, 257]
- bursa-name: Dráha Karla Ludvíka: [1344, 1363, 1440, 1375]
- bursa-name: Česká banka: [1089, 1416, 1146, 1429]
- bursa-value: 126.80: [1569, 1416, 1601, 1429]
- bursa-value: 168.50: [1286, 1349, 1342, 1362]
- section-heading-jednota: Národní jednota pro jihozápadní Moravu.: [1204, 35, 1485, 52]
- bursa-row: [1087, 1362, 1602, 1376]
